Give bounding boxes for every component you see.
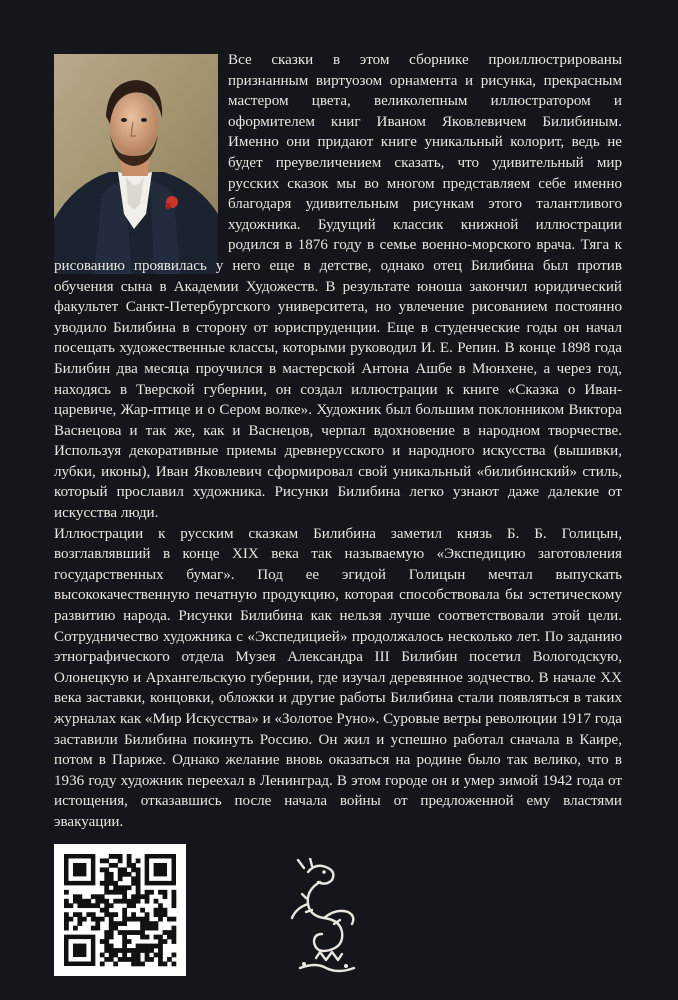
publisher-logo-icon bbox=[286, 858, 364, 976]
qr-code-graphic bbox=[54, 844, 186, 976]
qr-code bbox=[54, 844, 186, 976]
portrait-float-spacer bbox=[54, 50, 228, 252]
biography-paragraph-1: Все сказки в этом сборнике проиллюстрированы признанным виртуозом орнамента и рисунка, прекрасным мастером цвета, великолепным иллюстратором и оформителем книг Иваном Яковлевичем Билибиным. Именно они придают книге уникальный колорит, ведь не будет преувеличением сказать, что удивительный мир русских сказок мы во многом представляем себе именно благодаря удивительным рисункам этого талантливого художника. Будущий классик книжной иллюстрации родился в 1876 году в семье военно-морского врача. Тяга к рисованию проявилась у него еще в детстве, однако отец Билибина был против обучения сына в Академии Художеств. В результате юноша закончил юридический факультет Санкт-Петербургского университета, но увлечение рисованием постоянно уводило Билибина в сторону от юриспруденции. Еще в студенческие годы он начал посещать художественные классы, которыми руководил И. Е. Репин. В конце 1898 года Билибин два месяца проучился в мастерской Антона Ашбе в Мюнхене, а через год, находясь в Тверской губернии, он создал иллюстрации к книге «Сказка о Иван-царевиче, Жар-птице и о Сером волке». Художник был большим поклонником Виктора Васнецова и так же, как и Васнецов, черпал вдохновение в народном творчестве. Используя декоративные приемы древнерусского и народного искусства (вышивки, лубки, иконы), Иван Яковлевич сформировал свой уникальный «билибинский» стиль, который прославил художника. Рисунки Билибина легко узнают даже далекие от искусства люди. bbox=[54, 52, 622, 522]
biography-text bbox=[54, 50, 622, 833]
biography-paragraph-2: Иллюстрации к русским сказкам Билибина заметил князь Б. Б. Голицын, возглавлявший в конце XIX века так называемую «Экспедицию заготовления государственных бумаг». Под ее эгидой Голицын мечтал выпускать высококачественную печатную продукцию, которая способствовала бы эстетическому развитию народа. Рисунки Билибина как нельзя лучше соответствовали этой цели. Сотрудничество художника с «Экспедицией» продолжалось несколько лет. По заданию этнографического отдела Музея Александра III Билибин посетил Вологодскую, Олонецкую и Архангельскую губернии, где изучал деревянное зодчество. В начале XX века заставки, концовки, обложки и другие работы Билибина стали появляться в таких журналах как «Мир Искусства» и «Золотое Руно». Суровые ветры революции 1917 года заставили Билибина покинуть Россию. Он жил и успешно работал сначала в Каире, потом в Париже. Однако желание вновь оказаться на родине было так велико, что в 1936 году художник переехал в Ленинград. В этом городе он и умер зимой 1942 года от истощения, отказавшись после начала войны от предложенной ему властями эвакуации. bbox=[54, 525, 622, 830]
